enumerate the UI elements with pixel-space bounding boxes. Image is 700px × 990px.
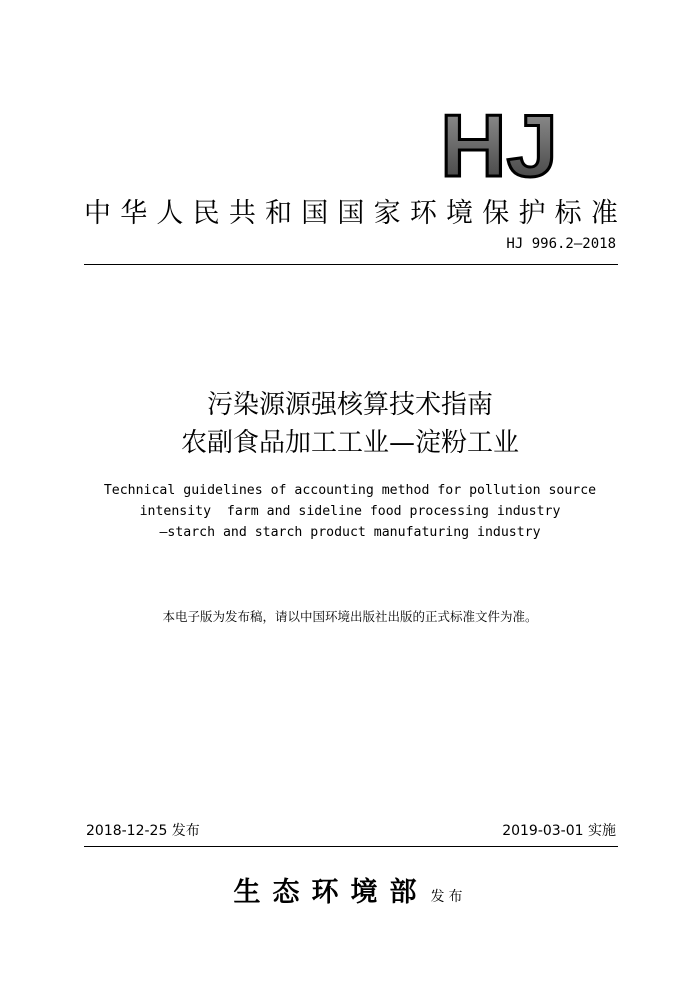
- issue-date: 2018-12-25 发布: [86, 823, 200, 839]
- cn-title-line1: 污染源源强核算技术指南: [206, 390, 493, 420]
- en-title-line2: intensity farm and sideline food processing industry: [139, 504, 561, 519]
- top-divider: [84, 264, 618, 265]
- standard-type-char: 护: [518, 197, 546, 229]
- publisher-org: 生态环境部: [233, 877, 429, 908]
- standard-type-char: 民: [192, 197, 220, 229]
- hj-logo: [440, 108, 558, 180]
- standard-type-char: 华: [120, 197, 148, 229]
- publisher-action: 发布: [430, 889, 467, 905]
- standard-type: [84, 190, 618, 230]
- bottom-divider: [84, 846, 618, 847]
- standard-type-char: 准: [590, 197, 618, 229]
- standard-type-char: 国: [337, 197, 365, 229]
- standard-type-char: 保: [482, 197, 510, 229]
- standard-type-char: 中: [84, 197, 111, 229]
- en-title-line1: Technical guidelines of accounting method for pollution source: [103, 483, 597, 498]
- electronic-version-note: 本电子版为发布稿，请以中国环境出版社出版的正式标准文件为准。: [162, 609, 538, 624]
- standard-type-char: 共: [228, 197, 256, 229]
- standard-type-char: 家: [373, 197, 401, 229]
- standard-type-char: 国: [301, 197, 329, 229]
- standard-type-char: 境: [446, 197, 474, 229]
- en-title-line3: —starch and starch product manufaturing industry: [159, 525, 541, 540]
- standard-type-char: 标: [554, 197, 582, 229]
- cn-title-line2: 农副食品加工工业—淀粉工业: [180, 428, 519, 458]
- implementation-date: 2019-03-01 实施: [502, 823, 616, 839]
- standard-number: HJ 996.2—2018: [506, 236, 616, 252]
- publisher: [0, 870, 700, 909]
- standard-type-char: 环: [409, 197, 437, 229]
- hj-logo-text: HJ: [440, 108, 558, 180]
- standard-type-char: 人: [156, 197, 184, 229]
- standard-type-char: 和: [265, 197, 293, 229]
